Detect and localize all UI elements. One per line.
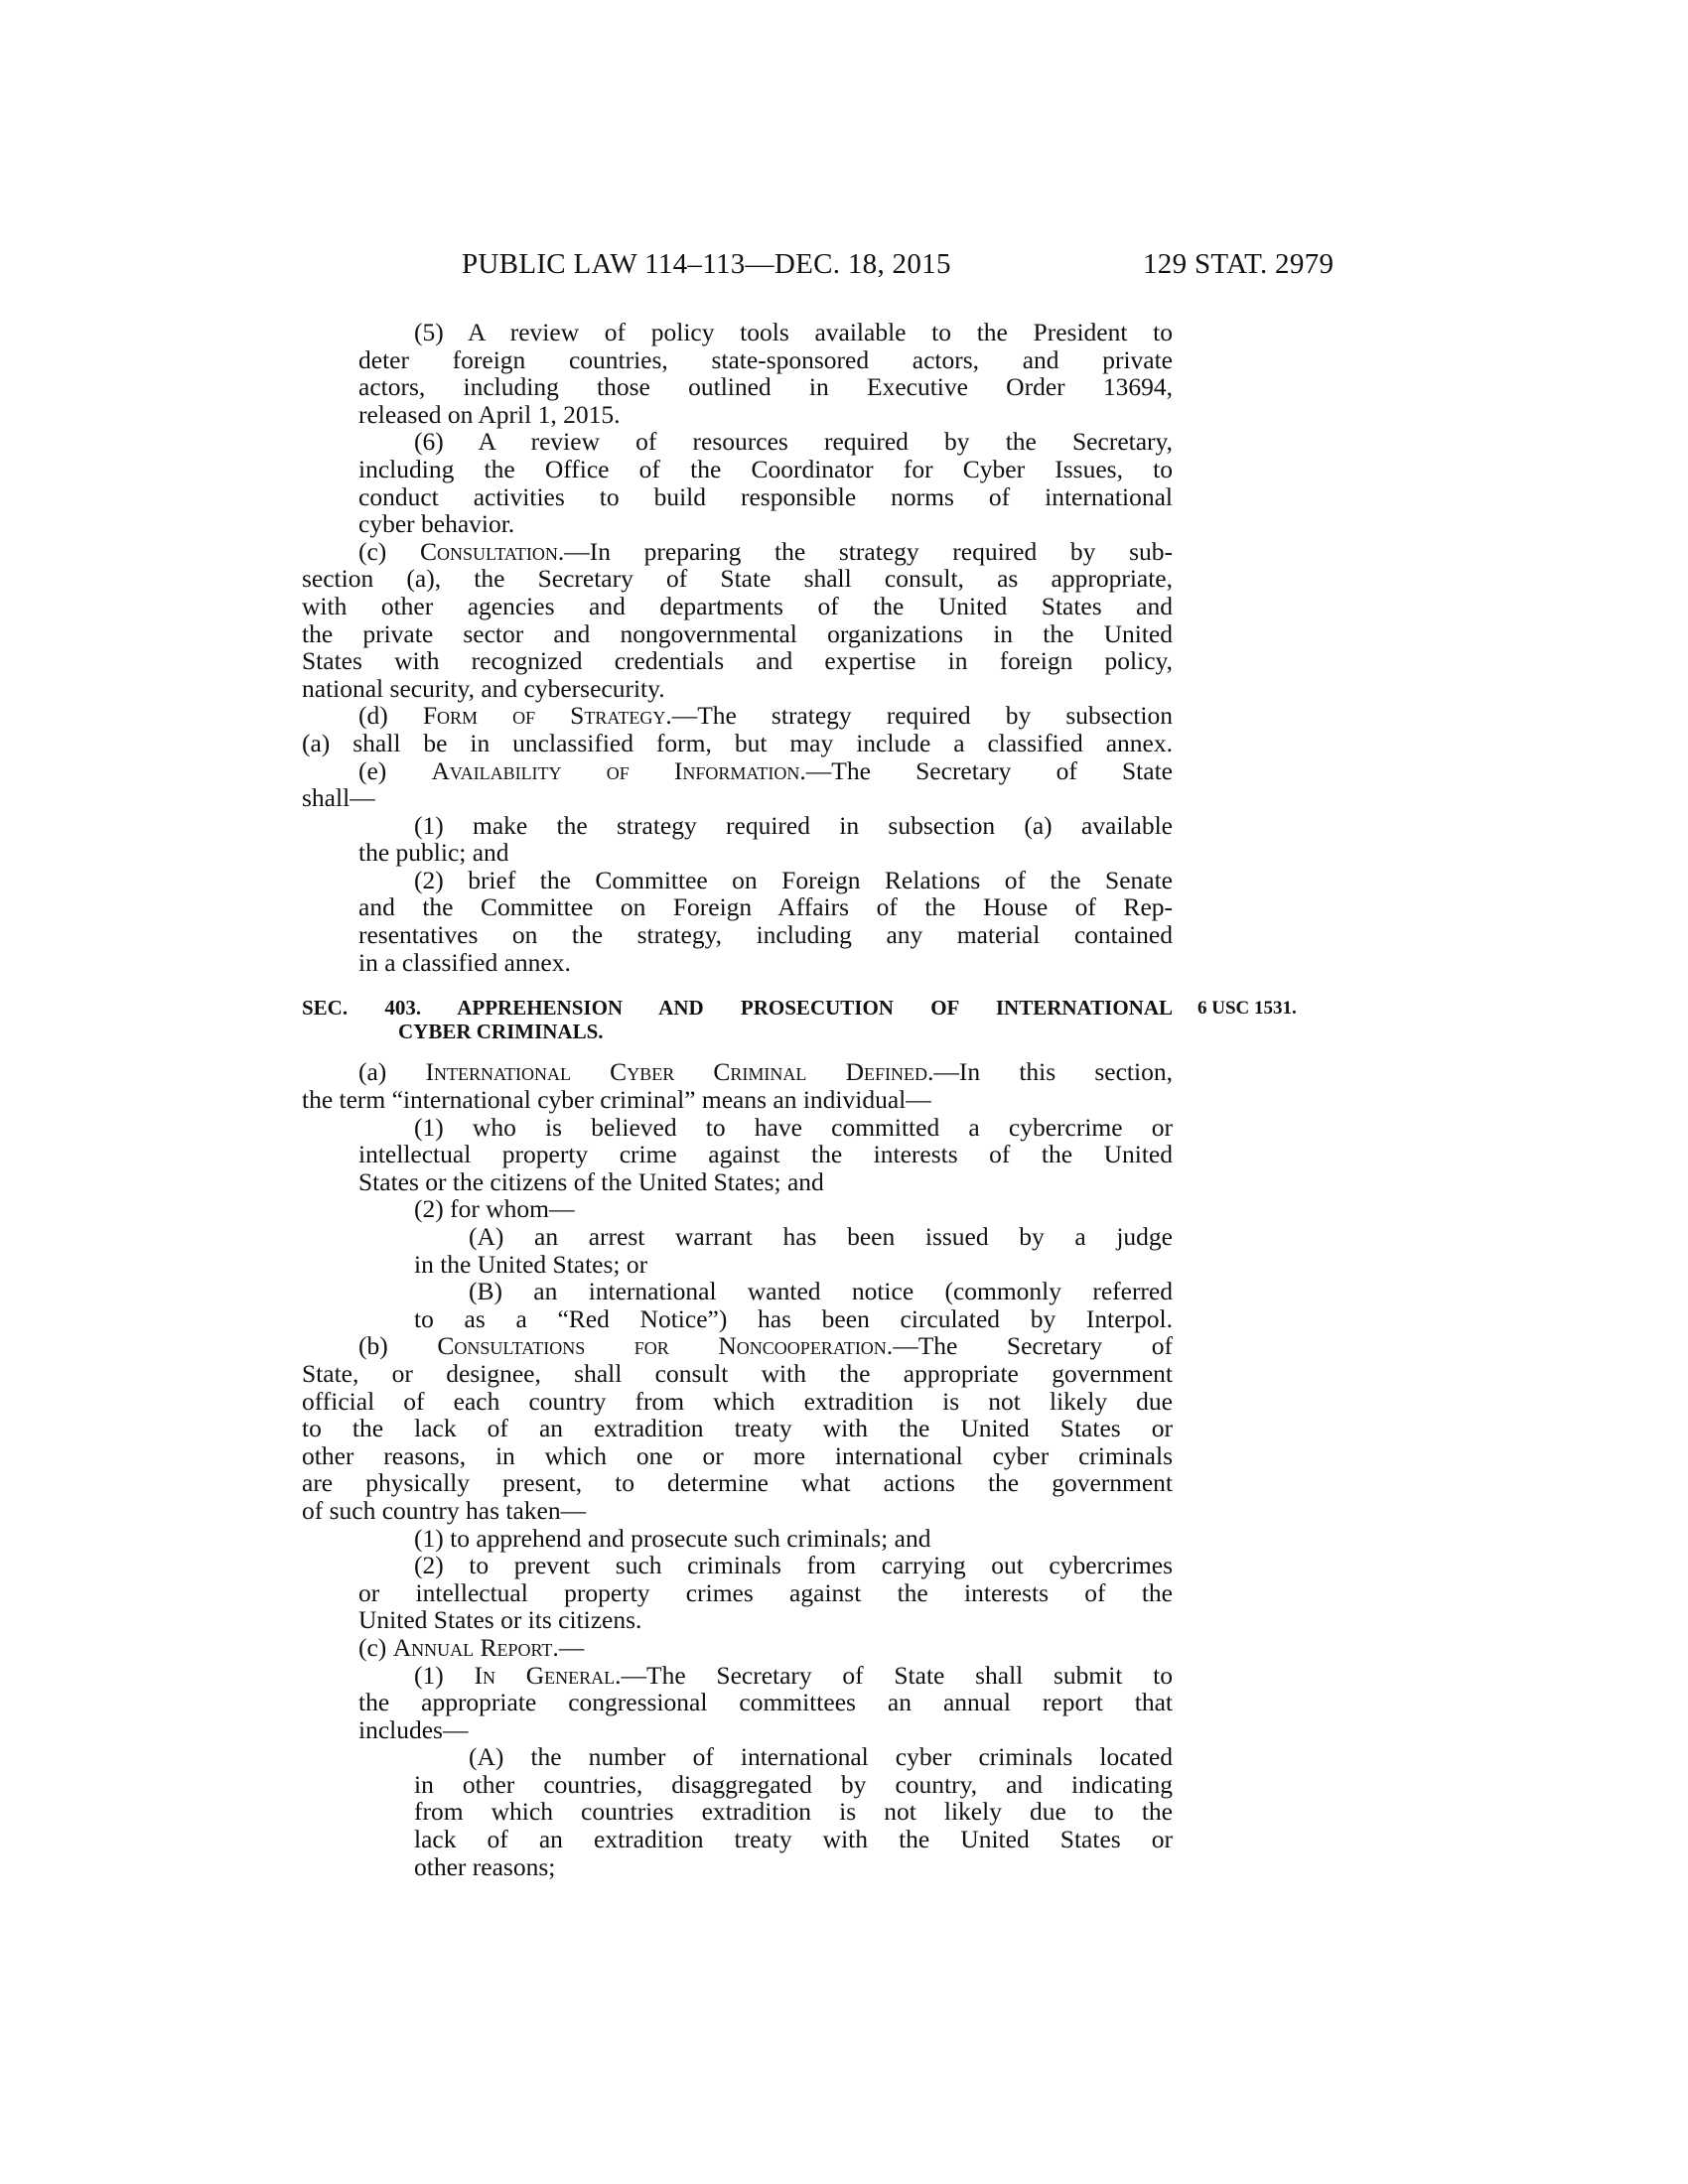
line-text: (2) for whom— (414, 1194, 575, 1224)
line-text: (6) A review of resources required by the Secretary, (414, 427, 1173, 457)
line-text: resentatives on the strategy, including any material contained (358, 920, 1173, 950)
text-line (0, 1497, 1688, 1525)
text-line (0, 1251, 1688, 1279)
subsection-title: Annual Report. (392, 1632, 559, 1662)
text-line (0, 1771, 1688, 1799)
line-text (358, 1634, 1173, 1662)
line-text: in the United States; or (414, 1249, 648, 1279)
text-line (0, 1278, 1688, 1305)
line-text: to the lack of an extradition treaty with the United States or (302, 1414, 1173, 1443)
text-line (0, 867, 1688, 894)
text-line (0, 1114, 1688, 1142)
section-heading-text: SEC. 403. APPREHENSION AND PROSECUTION OF INTERNATIONAL (302, 996, 1173, 1021)
subsection-title: Form of Strategy. (422, 701, 672, 731)
line-text: (a) shall be in unclassified form, but may include a classified annex. (302, 728, 1173, 757)
text-line (0, 675, 1688, 703)
text-line (0, 730, 1688, 757)
text-line (0, 1525, 1688, 1553)
text-line (0, 893, 1688, 921)
paragraph-title: In General. (474, 1660, 622, 1690)
text-line (0, 1716, 1688, 1744)
line-text: section (a), the Secretary of State shall consult, as appropriate, (302, 564, 1173, 594)
text-line (0, 1606, 1688, 1634)
line-text: released on April 1, 2015. (358, 399, 621, 429)
subsection-text: —The Secretary of (893, 1331, 1173, 1361)
text-line (0, 510, 1688, 538)
line-text: and the Committee on Foreign Affairs of the House of Rep- (358, 892, 1173, 922)
line-text: State, or designee, shall consult with the appropriate government (302, 1358, 1173, 1388)
line-text: conduct activities to build responsible norms of international (358, 481, 1173, 511)
line-text: other reasons, in which one or more international cyber criminals (302, 1440, 1173, 1470)
line-text: includes— (358, 1714, 469, 1744)
line-text: or intellectual property crimes against the interests of the (358, 1577, 1173, 1607)
line-text: shall— (302, 783, 375, 813)
subsection-label: (c) (358, 536, 420, 566)
subsection-text: —In this section, (933, 1057, 1173, 1087)
text-line (0, 456, 1688, 483)
text-line (0, 1469, 1688, 1497)
subsection-heading-line (0, 1332, 1688, 1360)
line-text: in a classified annex. (358, 947, 571, 977)
text-line (0, 839, 1688, 867)
text-line (0, 1195, 1688, 1223)
text-line (0, 647, 1688, 675)
section-heading-continued (0, 1019, 1688, 1046)
line-text: including the Office of the Coordinator for Cyber Issues, to (358, 454, 1173, 483)
text-line (0, 319, 1688, 346)
text-line (0, 1305, 1688, 1333)
subsection-title: Consultations for Noncooperation. (437, 1331, 894, 1361)
paragraph-text: —The Secretary of State shall submit to (621, 1660, 1173, 1690)
paragraph-heading-line (0, 1662, 1688, 1690)
line-text: (A) an arrest warrant has been issued by a judge (469, 1222, 1173, 1251)
subsection-label: (a) (358, 1057, 426, 1087)
line-text: the appropriate congressional committees an annual report that (358, 1688, 1173, 1717)
text-line (0, 1415, 1688, 1442)
text-line (0, 1743, 1688, 1771)
subsection-title: International Cyber Criminal Defined. (425, 1057, 934, 1087)
line-text (358, 538, 1173, 566)
line-text: of such country has taken— (302, 1495, 587, 1525)
line-text: with other agencies and departments of the United States and (302, 591, 1173, 620)
line-text: the public; and (358, 838, 509, 868)
text-line (0, 1141, 1688, 1168)
text-line (0, 784, 1688, 812)
line-text: other reasons; (414, 1851, 556, 1881)
line-text: from which countries extradition is not likely due to the (414, 1797, 1173, 1827)
text-line (0, 1086, 1688, 1114)
subsection-label: (e) (358, 755, 432, 785)
line-text: (1) who is believed to have committed a cybercrime or (414, 1112, 1173, 1142)
text-line (0, 593, 1688, 620)
text-line (0, 1798, 1688, 1826)
text-line (0, 483, 1688, 511)
text-line (0, 949, 1688, 977)
subsection-heading-line (0, 1058, 1688, 1086)
running-header-title: PUBLIC LAW 114–113—DEC. 18, 2015 (462, 248, 951, 280)
line-text: to as a “Red Notice”) has been circulated by Interpol. (414, 1303, 1173, 1333)
text-line (0, 401, 1688, 429)
text-line (0, 1223, 1688, 1251)
line-text: the private sector and nongovernmental organizations in the United (302, 618, 1173, 648)
line-text: States or the citizens of the United States; and (358, 1166, 824, 1196)
text-line (0, 1360, 1688, 1388)
line-text: (2) to prevent such criminals from carrying out cybercrimes (414, 1551, 1173, 1580)
paragraph-label: (1) (414, 1660, 475, 1690)
subsection-heading-line (0, 538, 1688, 566)
document-body (0, 319, 1688, 1880)
line-text (358, 1332, 1173, 1360)
line-text (358, 1058, 1173, 1086)
subsection-heading-line (0, 702, 1688, 730)
text-line (0, 373, 1688, 401)
text-line (0, 1826, 1688, 1853)
line-text (358, 702, 1173, 730)
line-text (358, 757, 1173, 785)
line-text: official of each country from which extradition is not likely due (302, 1386, 1173, 1416)
subsection-text: —In preparing the strategy required by sub- (564, 536, 1173, 566)
subsection-heading-line (0, 1634, 1688, 1662)
subsection-text: —The Secretary of State (805, 755, 1173, 785)
text-line (0, 1388, 1688, 1416)
text-line (0, 1689, 1688, 1716)
text-line (0, 1442, 1688, 1470)
line-text: (1) to apprehend and prosecute such criminals; and (414, 1523, 931, 1553)
page-stat-citation: 129 STAT. 2979 (1143, 248, 1335, 280)
subsection-title: Availability of Information. (431, 755, 806, 785)
line-text: intellectual property crime against the interests of the United (358, 1140, 1173, 1169)
line-text: (1) make the strategy required in subsection (a) available (414, 810, 1173, 840)
subsection-label: (d) (358, 701, 423, 731)
line-text: in other countries, disaggregated by country, and indicating (414, 1769, 1173, 1799)
line-text: (5) A review of policy tools available to the President to (414, 318, 1173, 346)
line-text: cyber behavior. (358, 509, 515, 539)
line-text: are physically present, to determine what actions the government (302, 1468, 1173, 1498)
line-text: the term “international cyber criminal” means an individual— (302, 1085, 931, 1115)
line-text: lack of an extradition treaty with the United States or (414, 1825, 1173, 1854)
text-line (0, 428, 1688, 456)
subsection-text: —The strategy required by subsection (671, 701, 1173, 731)
line-text: United States or its citizens. (358, 1605, 642, 1635)
text-line (0, 565, 1688, 593)
text-line (0, 1552, 1688, 1579)
text-line (0, 1168, 1688, 1196)
line-text: deter foreign countries, state-sponsored actors, and private (358, 344, 1173, 374)
text-line (0, 921, 1688, 949)
line-text: national security, and cybersecurity. (302, 673, 665, 703)
text-line (0, 1579, 1688, 1607)
line-text: (2) brief the Committee on Foreign Relations of the Senate (414, 865, 1173, 894)
line-text: actors, including those outlined in Executive Order 13694, (358, 372, 1173, 402)
subsection-label: (b) (358, 1331, 438, 1361)
line-text (414, 1662, 1173, 1690)
margin-note-usc: 6 USC 1531. (1197, 998, 1297, 1020)
text-line (0, 620, 1688, 648)
text-line (0, 812, 1688, 840)
section-heading-text: CYBER CRIMINALS. (398, 1019, 604, 1043)
line-text: States with recognized credentials and expertise in foreign policy, (302, 646, 1173, 676)
subsection-heading-line (0, 757, 1688, 785)
text-line (0, 346, 1688, 374)
subsection-title: Consultation. (419, 536, 565, 566)
text-line (0, 1853, 1688, 1881)
line-text: (A) the number of international cyber criminals located (469, 1742, 1173, 1772)
line-text: (B) an international wanted notice (commonly referred (469, 1277, 1173, 1306)
subsection-label: (c) (358, 1632, 393, 1662)
subsection-text: — (558, 1632, 585, 1662)
